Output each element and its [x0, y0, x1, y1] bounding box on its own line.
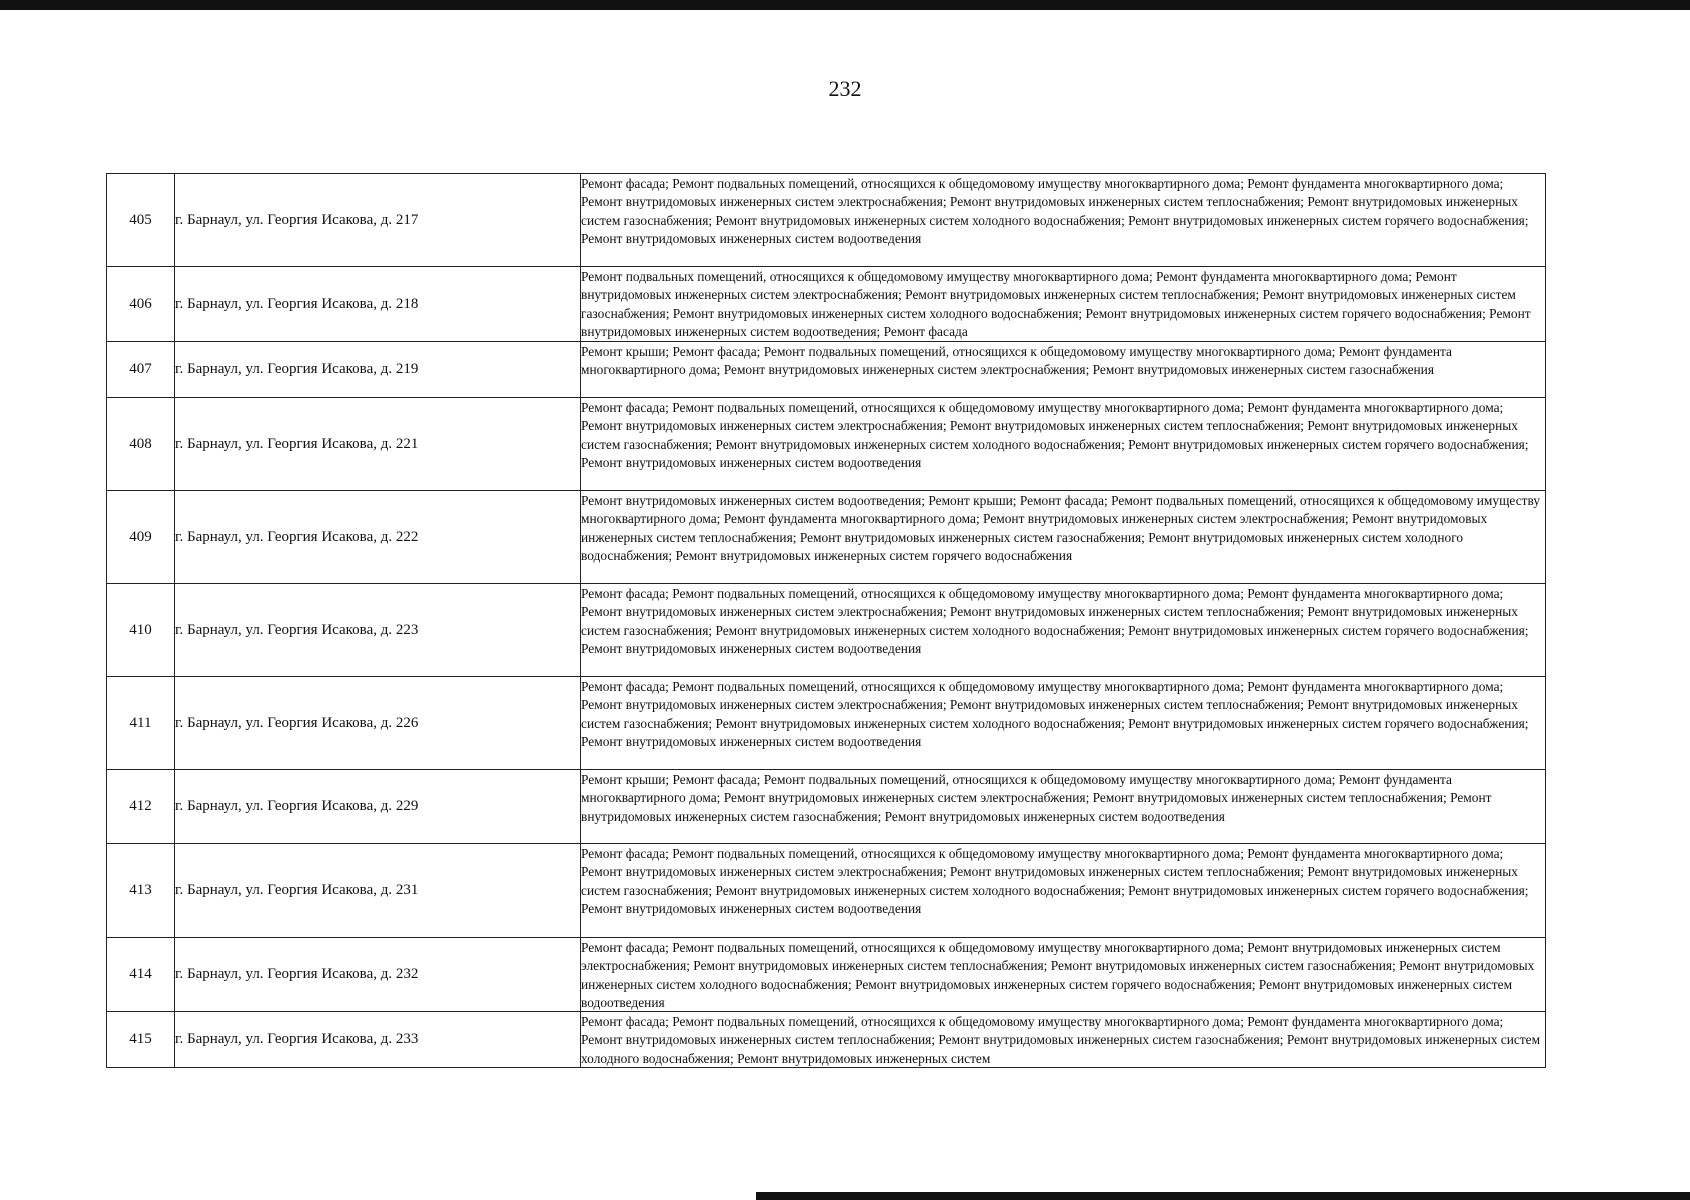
- table-row: [107, 584, 1546, 677]
- works-cell: [581, 174, 1546, 267]
- scan-bottom-border: [756, 1192, 1690, 1200]
- address-cell: г. Барнаул, ул. Георгия Исакова, д. 219: [175, 342, 581, 398]
- works-text: Ремонт внутридомовых инженерных систем водоотведения; Ремонт крыши; Ремонт фасада; Ремонт подвальных помещений, относящихся к общедомовому имуществу многоквартирного дома; Ремонт фундамента многоквартирного дома; Ремонт внутридомовых инженерных систем электроснабжения; Ремонт внутридомовых инженерных систем теплоснабжения; Ремонт внутридомовых инженерных систем газоснабжения; Ремонт внутридомовых инженерных систем холодного водоснабжения; Ремонт внутридомовых инженерных систем горячего водоснабжения: [581, 492, 1541, 563]
- works-cell: [581, 1012, 1546, 1068]
- table-row: [107, 267, 1546, 342]
- works-cell: [581, 844, 1546, 938]
- table-row: [107, 491, 1546, 584]
- address-cell: г. Барнаул, ул. Георгия Исакова, д. 218: [175, 267, 581, 342]
- address-cell: г. Барнаул, ул. Георгия Исакова, д. 229: [175, 770, 581, 844]
- works-cell: [581, 677, 1546, 770]
- table-row: [107, 938, 1546, 1012]
- row-number: 406: [107, 267, 175, 342]
- row-number: 413: [107, 844, 175, 938]
- works-text: Ремонт крыши; Ремонт фасада; Ремонт подвальных помещений, относящихся к общедомовому имуществу многоквартирного дома; Ремонт фундамента многоквартирного дома; Ремонт внутридомовых инженерных систем электроснабжения; Ремонт внутридомовых инженерных систем теплоснабжения; Ремонт внутридомовых инженерных систем газоснабжения; Ремонт внутридомовых инженерных систем водоотведения: [581, 771, 1492, 824]
- works-text: Ремонт фасада; Ремонт подвальных помещений, относящихся к общедомовому имуществу многоквартирного дома; Ремонт фундамента многоквартирного дома; Ремонт внутридомовых инженерных систем теплоснабжения; Ремонт внутридомовых инженерных систем газоснабжения; Ремонт внутридомовых инженерных систем холодного водоснабжения; Ремонт внутридомовых инженерных систем: [581, 1013, 1541, 1066]
- repair-works-table: [106, 173, 1546, 1068]
- works-cell: [581, 342, 1546, 398]
- works-text: Ремонт фасада; Ремонт подвальных помещений, относящихся к общедомовому имуществу многоквартирного дома; Ремонт фундамента многоквартирного дома; Ремонт внутридомовых инженерных систем электроснабжения; Ремонт внутридомовых инженерных систем теплоснабжения; Ремонт внутридомовых инженерных систем газоснабжения; Ремонт внутридомовых инженерных систем холодного водоснабжения; Ремонт внутридомовых инженерных систем горячего водоснабжения; Ремонт внутридомовых инженерных систем водоотведения: [581, 399, 1529, 470]
- works-cell: [581, 584, 1546, 677]
- table-row: [107, 844, 1546, 938]
- works-cell: [581, 398, 1546, 491]
- row-number: 412: [107, 770, 175, 844]
- address-cell: г. Барнаул, ул. Георгия Исакова, д. 217: [175, 174, 581, 267]
- row-number: 405: [107, 174, 175, 267]
- address-cell: г. Барнаул, ул. Георгия Исакова, д. 222: [175, 491, 581, 584]
- table-row: [107, 174, 1546, 267]
- works-text: Ремонт подвальных помещений, относящихся к общедомовому имуществу многоквартирного дома; Ремонт фундамента многоквартирного дома; Ремонт внутридомовых инженерных систем электроснабжения; Ремонт внутридомовых инженерных систем теплоснабжения; Ремонт внутридомовых инженерных систем газоснабжения; Ремонт внутридомовых инженерных систем холодного водоснабжения; Ремонт внутридомовых инженерных систем горячего водоснабжения; Ремонт внутридомовых инженерных систем водоотведения; Ремонт фасада: [581, 268, 1531, 339]
- address-cell: г. Барнаул, ул. Георгия Исакова, д. 231: [175, 844, 581, 938]
- address-cell: г. Барнаул, ул. Георгия Исакова, д. 233: [175, 1012, 581, 1068]
- address-cell: г. Барнаул, ул. Георгия Исакова, д. 232: [175, 938, 581, 1012]
- scan-top-border: [0, 0, 1690, 10]
- address-cell: г. Барнаул, ул. Георгия Исакова, д. 221: [175, 398, 581, 491]
- row-number: 408: [107, 398, 175, 491]
- row-number: 410: [107, 584, 175, 677]
- address-cell: г. Барнаул, ул. Георгия Исакова, д. 226: [175, 677, 581, 770]
- works-text: Ремонт фасада; Ремонт подвальных помещений, относящихся к общедомовому имуществу многоквартирного дома; Ремонт фундамента многоквартирного дома; Ремонт внутридомовых инженерных систем электроснабжения; Ремонт внутридомовых инженерных систем теплоснабжения; Ремонт внутридомовых инженерных систем газоснабжения; Ремонт внутридомовых инженерных систем холодного водоснабжения; Ремонт внутридомовых инженерных систем горячего водоснабжения; Ремонт внутридомовых инженерных систем водоотведения: [581, 678, 1529, 749]
- row-number: 411: [107, 677, 175, 770]
- table-row: [107, 1012, 1546, 1068]
- works-text: Ремонт крыши; Ремонт фасада; Ремонт подвальных помещений, относящихся к общедомовому имуществу многоквартирного дома; Ремонт фундамента многоквартирного дома; Ремонт внутридомовых инженерных систем электроснабжения; Ремонт внутридомовых инженерных систем газоснабжения: [581, 343, 1453, 377]
- table-row: [107, 342, 1546, 398]
- table-row: [107, 677, 1546, 770]
- works-cell: [581, 267, 1546, 342]
- row-number: 409: [107, 491, 175, 584]
- table-row: [107, 770, 1546, 844]
- row-number: 415: [107, 1012, 175, 1068]
- address-cell: г. Барнаул, ул. Георгия Исакова, д. 223: [175, 584, 581, 677]
- works-cell: [581, 770, 1546, 844]
- works-text: Ремонт фасада; Ремонт подвальных помещений, относящихся к общедомовому имуществу многоквартирного дома; Ремонт внутридомовых инженерных систем электроснабжения; Ремонт внутридомовых инженерных систем теплоснабжения; Ремонт внутридомовых инженерных систем газоснабжения; Ремонт внутридомовых инженерных систем холодного водоснабжения; Ремонт внутридомовых инженерных систем горячего водоснабжения; Ремонт внутридомовых инженерных систем водоотведения: [581, 939, 1535, 1010]
- table-row: [107, 398, 1546, 491]
- works-text: Ремонт фасада; Ремонт подвальных помещений, относящихся к общедомовому имуществу многоквартирного дома; Ремонт фундамента многоквартирного дома; Ремонт внутридомовых инженерных систем электроснабжения; Ремонт внутридомовых инженерных систем теплоснабжения; Ремонт внутридомовых инженерных систем газоснабжения; Ремонт внутридомовых инженерных систем холодного водоснабжения; Ремонт внутридомовых инженерных систем горячего водоснабжения; Ремонт внутридомовых инженерных систем водоотведения: [581, 845, 1529, 916]
- works-text: Ремонт фасада; Ремонт подвальных помещений, относящихся к общедомовому имуществу многоквартирного дома; Ремонт фундамента многоквартирного дома; Ремонт внутридомовых инженерных систем электроснабжения; Ремонт внутридомовых инженерных систем теплоснабжения; Ремонт внутридомовых инженерных систем газоснабжения; Ремонт внутридомовых инженерных систем холодного водоснабжения; Ремонт внутридомовых инженерных систем горячего водоснабжения; Ремонт внутридомовых инженерных систем водоотведения: [581, 585, 1529, 656]
- works-text: Ремонт фасада; Ремонт подвальных помещений, относящихся к общедомовому имуществу многоквартирного дома; Ремонт фундамента многоквартирного дома; Ремонт внутридомовых инженерных систем электроснабжения; Ремонт внутридомовых инженерных систем теплоснабжения; Ремонт внутридомовых инженерных систем газоснабжения; Ремонт внутридомовых инженерных систем холодного водоснабжения; Ремонт внутридомовых инженерных систем горячего водоснабжения; Ремонт внутридомовых инженерных систем водоотведения: [581, 175, 1529, 246]
- works-cell: [581, 938, 1546, 1012]
- row-number: 414: [107, 938, 175, 1012]
- works-cell: [581, 491, 1546, 584]
- page-number: 232: [828, 76, 862, 101]
- table-body: [107, 174, 1546, 1068]
- row-number: 407: [107, 342, 175, 398]
